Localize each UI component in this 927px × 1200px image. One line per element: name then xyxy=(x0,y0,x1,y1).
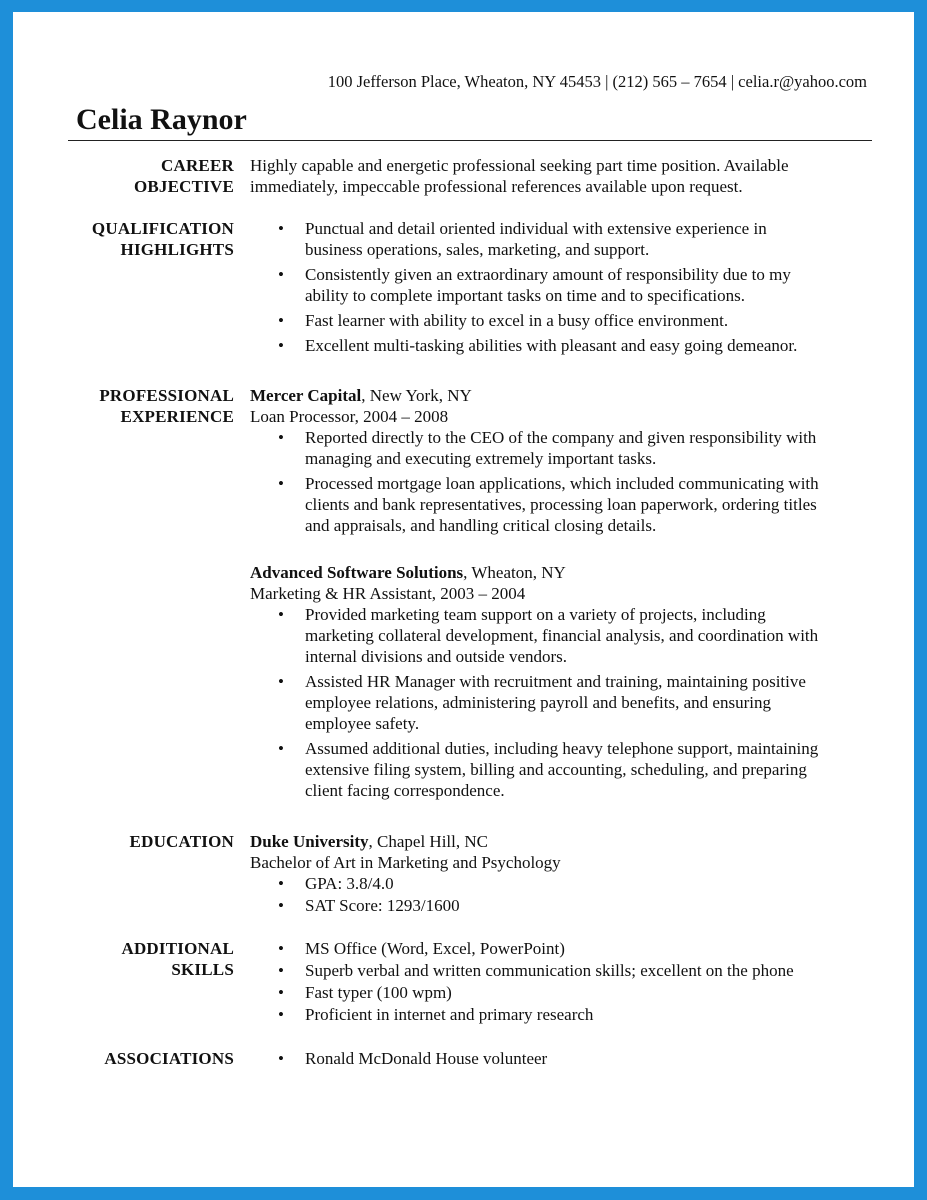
skills-list xyxy=(250,938,870,1025)
list-item: • GPA: 3.8/4.0 xyxy=(250,873,870,894)
list-item: • Consistently given an extraordinary amount of responsibility due to my ability to complete important tasks on time and to specifications. xyxy=(250,264,870,306)
list-item: • MS Office (Word, Excel, PowerPoint) xyxy=(250,938,870,959)
qualification-list xyxy=(250,218,870,356)
education-list xyxy=(250,873,870,916)
section-label: ASSOCIATIONS xyxy=(104,1049,234,1068)
section-label: CAREER OBJECTIVE xyxy=(133,156,234,196)
associations-list xyxy=(250,1048,870,1069)
resume-page xyxy=(13,12,914,1187)
job-entry xyxy=(250,562,870,801)
job-duties-list xyxy=(250,427,870,536)
list-item: • Provided marketing team support on a variety of projects, including marketing collateral development, financial analysis, and coordination with internal divisions and outside vendors. xyxy=(250,604,870,667)
list-item: • Assumed additional duties, including heavy telephone support, maintaining extensive filing system, billing and accounting, scheduling, and preparing client facing correspondence. xyxy=(250,738,870,801)
list-item: • Excellent multi-tasking abilities with pleasant and easy going demeanor. xyxy=(250,335,870,356)
list-item: • Fast typer (100 wpm) xyxy=(250,982,870,1003)
section-label: EDUCATION xyxy=(129,832,234,851)
section-label: PROFESSIONAL EXPERIENCE xyxy=(99,386,234,426)
section-label: ADDITIONAL SKILLS xyxy=(121,939,234,979)
school-name: Duke University, Chapel Hill, NC xyxy=(250,832,488,851)
job-company: Mercer Capital, New York, NY xyxy=(250,386,472,405)
list-item: • Processed mortgage loan applications, which included communicating with clients and bank representatives, processing loan paperwork, ordering titles and appraisals, and handling critical closing details. xyxy=(250,473,870,536)
candidate-name: Celia Raynor xyxy=(76,103,247,136)
list-item: • Punctual and detail oriented individual with extensive experience in business operations, sales, marketing, and support. xyxy=(250,218,870,260)
list-item: • Assisted HR Manager with recruitment and training, maintaining positive employee relations, administering payroll and benefits, and ensuring employee safety. xyxy=(250,671,870,734)
list-item: • Fast learner with ability to excel in a busy office environment. xyxy=(250,310,870,331)
list-item: • Ronald McDonald House volunteer xyxy=(250,1048,870,1069)
header-divider xyxy=(68,140,872,141)
contact-line: 100 Jefferson Place, Wheaton, NY 45453 | (212) 565 – 7654 | celia.r@yahoo.com xyxy=(327,72,867,91)
list-item: • Proficient in internet and primary research xyxy=(250,1004,870,1025)
objective-text: Highly capable and energetic professional seeking part time position. Available immediately, impeccable professional references available upon request. xyxy=(250,156,789,196)
section-label: QUALIFICATION HIGHLIGHTS xyxy=(91,219,234,259)
list-item: • SAT Score: 1293/1600 xyxy=(250,895,870,916)
job-title: Loan Processor, 2004 – 2008 xyxy=(250,407,449,426)
job-company: Advanced Software Solutions, Wheaton, NY xyxy=(250,563,566,582)
job-entry xyxy=(250,385,870,536)
job-duties-list xyxy=(250,604,870,801)
list-item: • Superb verbal and written communication skills; excellent on the phone xyxy=(250,960,870,981)
job-title: Marketing & HR Assistant, 2003 – 2004 xyxy=(250,584,526,603)
list-item: • Reported directly to the CEO of the company and given responsibility with managing and executing extremely important tasks. xyxy=(250,427,870,469)
degree: Bachelor of Art in Marketing and Psychology xyxy=(250,853,561,872)
